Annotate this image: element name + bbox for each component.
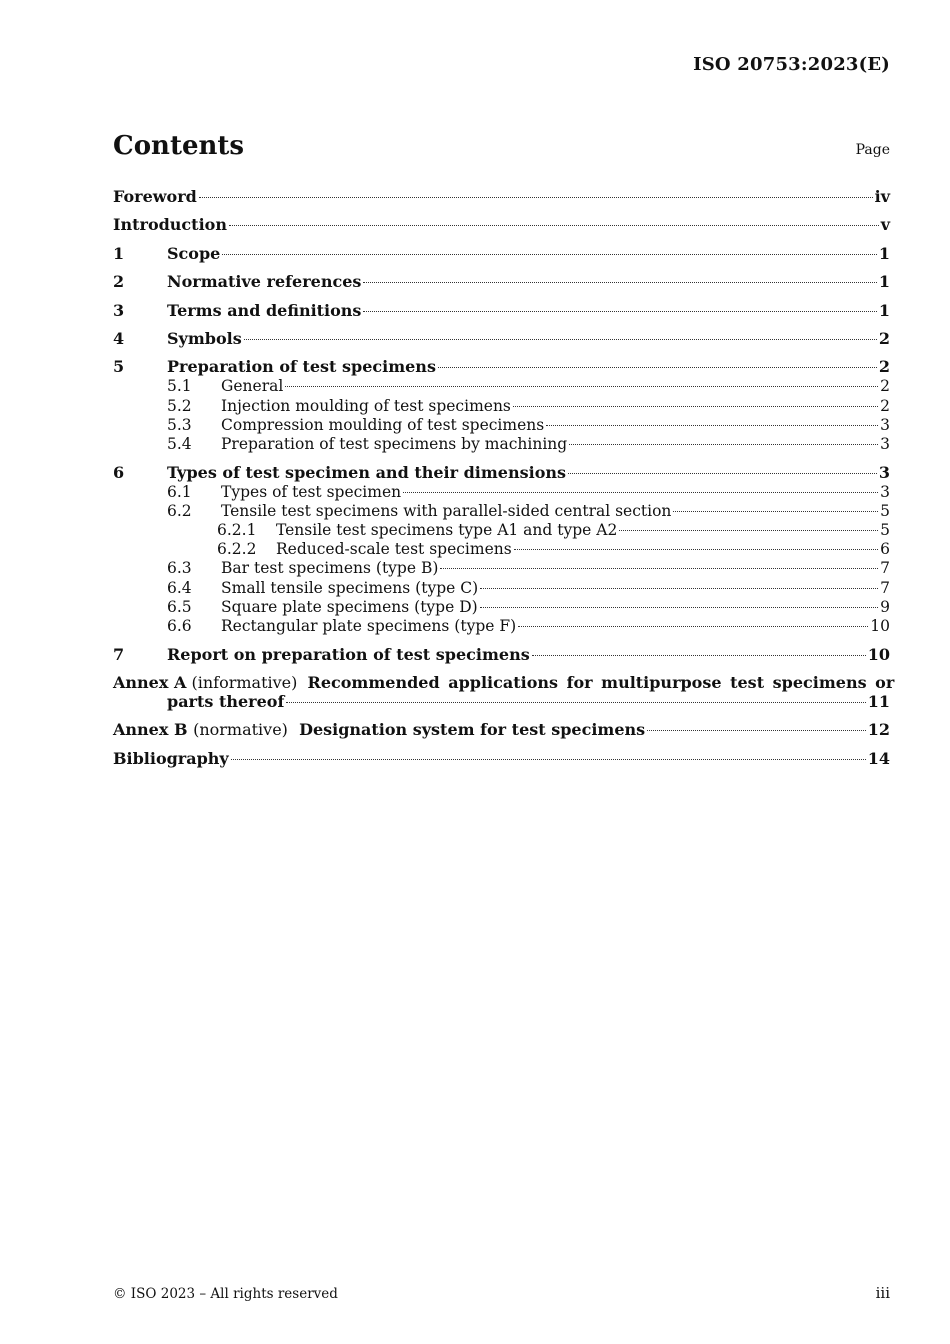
toc-entry-title: Square plate specimens (type D) [221,597,478,616]
dot-leader [619,530,878,531]
dot-leader [532,655,866,656]
dot-leader [286,702,865,703]
toc-entry[interactable] [113,579,890,598]
annex-b-title: Designation system for test specimens [299,720,646,740]
dot-leader [244,339,877,340]
toc-entry-page: v [880,215,890,235]
toc-entry-title: Terms and definitions [167,300,362,320]
page-column-label: Page [855,142,890,158]
dot-leader [513,406,878,407]
dot-leader [647,730,866,731]
dot-leader [438,367,877,368]
toc-entry[interactable] [113,301,890,321]
toc-entry[interactable] [113,435,890,454]
toc-entry-page: 3 [878,462,890,482]
toc-entry-title: Types of test specimen and their dimensions [167,462,567,482]
toc-entry[interactable] [113,540,890,559]
annex-a-label: Annex A [113,672,187,692]
toc-entry[interactable] [113,244,890,264]
toc-entry-number: 6.3 [167,559,192,578]
dot-leader [568,473,877,474]
dot-leader [514,549,878,550]
toc-entry-annex-a[interactable] [113,672,895,712]
toc-entry-title: Introduction [113,215,227,235]
toc-entry-title: Bar test specimens (type B) [221,559,439,578]
toc-entry-number: 4 [113,328,125,348]
toc-entry[interactable] [113,645,890,665]
toc-entry-title: Tensile test specimens with parallel-sided central section [221,501,672,520]
toc-entry-page: 10 [867,644,890,664]
toc-entry-title: Injection moulding of test specimens [221,396,511,415]
toc-entry-page: 2 [880,396,890,415]
toc-entry-page: 6 [880,540,890,559]
toc-entry-number: 3 [113,300,125,320]
dot-leader [569,444,878,445]
toc-entry-page: 1 [878,243,890,263]
toc-entry-page: 3 [880,434,890,453]
toc-entry-bibliography[interactable] [113,749,890,769]
toc-entry-annex-b[interactable] [113,720,890,740]
toc-entry-title: Types of test specimen [221,482,402,501]
toc-entry-number: 7 [113,644,125,664]
dot-leader [673,511,878,512]
toc-entry[interactable] [113,377,890,396]
toc-entry[interactable] [113,483,890,502]
toc-entry-title: Foreword [113,187,197,206]
toc-entry[interactable] [113,559,890,578]
toc-entry-title: Symbols [167,328,242,348]
toc-entry-page: 5 [880,501,890,520]
toc-entry-number: 2 [113,272,125,292]
dot-leader [229,225,879,226]
toc-entry-title: Preparation of test specimens [167,357,436,377]
table-of-contents [113,184,895,769]
toc-entry-title: Report on preparation of test specimens [167,644,530,664]
toc-entry-page: 7 [880,559,890,578]
toc-entry-number: 6.2 [167,501,192,520]
copyright-notice: © ISO 2023 – All rights reserved [113,1286,338,1302]
toc-entry[interactable] [113,272,890,292]
toc-entry-page: 2 [878,328,890,348]
dot-leader [199,197,873,198]
toc-entry-number: 6.2.2 [217,540,257,559]
dot-leader [222,254,877,255]
toc-entry-number: 6.5 [167,597,192,616]
annex-b-page: 12 [867,720,890,740]
toc-entry-title: Reduced-scale test specimens [276,540,512,559]
document-id: ISO 20753:2023(E) [693,54,890,75]
toc-entry-number: 5.1 [167,377,192,396]
toc-entry[interactable] [113,521,890,540]
toc-entry-title: Normative references [167,272,362,292]
toc-entry-number: 5.3 [167,415,192,434]
toc-entry-page: 9 [880,597,890,616]
dot-leader [546,425,878,426]
toc-entry-page: 10 [870,616,890,635]
dot-leader [363,311,876,312]
toc-entry-title: Rectangular plate specimens (type F) [221,616,517,635]
toc-entry-page: 5 [880,520,890,539]
dot-leader [480,607,878,608]
dot-leader [480,588,878,589]
toc-entry-page: 2 [880,377,890,396]
toc-entry[interactable] [113,215,890,235]
toc-entry-page: iv [874,187,890,206]
annex-a-kind: (informative) [191,672,298,692]
toc-entry-page: 3 [880,482,890,501]
toc-entry-title: Small tensile specimens (type C) [221,578,479,597]
toc-entry-number: 6 [113,462,125,482]
toc-entry-page: 1 [878,300,890,320]
toc-entry-number: 6.1 [167,482,192,501]
toc-entry[interactable] [113,463,890,483]
annex-b-label: Annex B [113,720,188,740]
dot-leader [231,759,866,760]
annex-a-page: 11 [867,692,890,712]
bibliography-page: 14 [867,748,890,768]
toc-entry-number: 5.2 [167,396,192,415]
annex-a-title-line1: Recommended applications for multipurpose test specimens or [307,672,895,692]
toc-entry-number: 1 [113,243,125,263]
toc-entry[interactable] [113,416,890,435]
toc-entry[interactable] [113,598,890,617]
toc-entry-number: 6.6 [167,616,192,635]
toc-entry[interactable] [113,187,890,207]
toc-entry-title: Compression moulding of test specimens [221,415,545,434]
toc-entry-number: 6.2.1 [217,520,257,539]
toc-entry[interactable] [113,357,890,377]
toc-entry-number: 5 [113,357,125,377]
toc-entry[interactable] [113,502,890,521]
toc-entry[interactable] [113,397,890,416]
toc-entry[interactable] [113,329,890,349]
toc-entry[interactable] [113,617,890,636]
annex-b-kind: (normative) [193,720,288,740]
page-number: iii [875,1284,890,1302]
toc-entry-page: 7 [880,578,890,597]
toc-entry-number: 5.4 [167,434,192,453]
dot-leader [518,626,868,627]
bibliography-title: Bibliography [113,748,229,768]
toc-entry-title: General [221,377,284,396]
annex-a-title-line2: parts thereof [167,692,285,712]
contents-heading: Contents [113,131,245,161]
toc-entry-title: Tensile test specimens type A1 and type A2 [276,520,618,539]
toc-entry-page: 2 [878,357,890,377]
toc-entry-page: 1 [878,272,890,292]
toc-entry-number: 6.4 [167,578,192,597]
dot-leader [285,386,878,387]
dot-leader [440,568,878,569]
dot-leader [403,492,878,493]
toc-entry-title: Preparation of test specimens by machining [221,434,568,453]
toc-entry-title: Scope [167,243,221,263]
dot-leader [363,282,876,283]
toc-entry-page: 3 [880,415,890,434]
toc-entries [113,187,890,665]
